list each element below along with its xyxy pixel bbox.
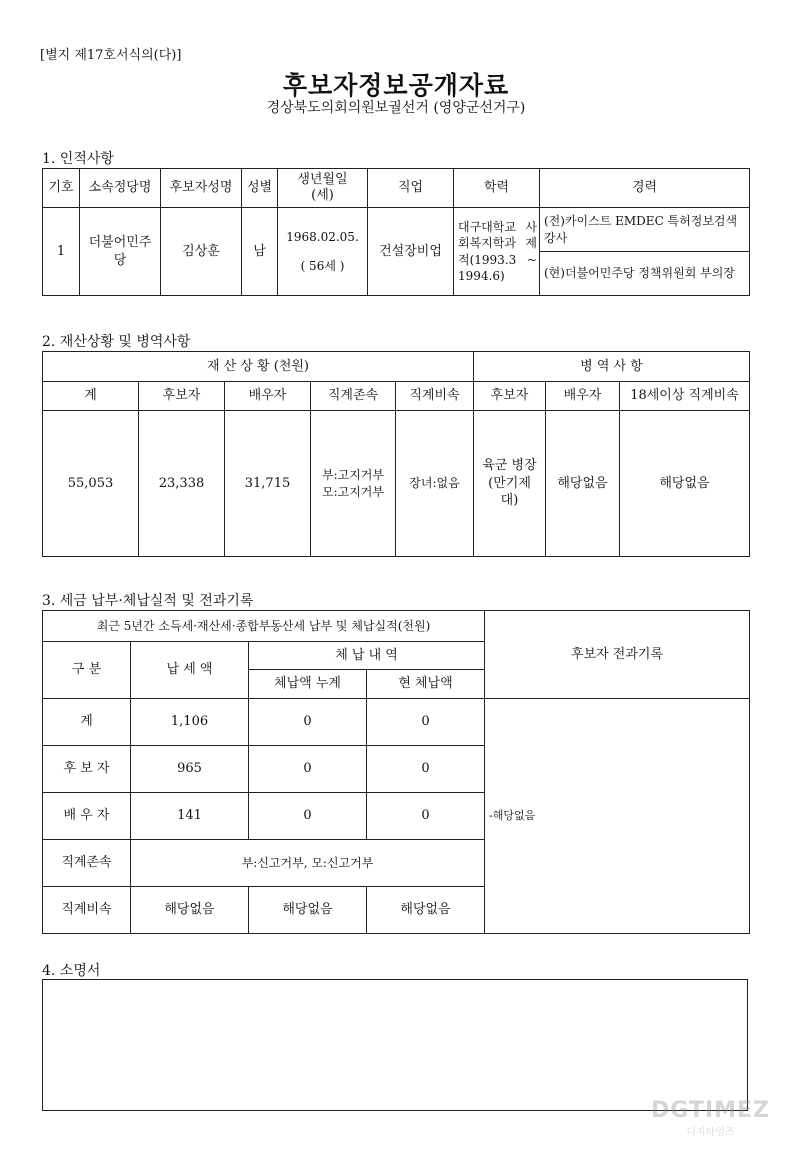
property-total: 55,053	[43, 411, 139, 557]
section1-heading: 1. 인적사항	[42, 151, 114, 167]
tax-ascendant-label: 직계존속	[43, 840, 131, 887]
watermark-brand: DGTIMEZ	[651, 1098, 770, 1123]
header-party: 소속정당명	[80, 169, 161, 208]
document-subtitle: 경상북도의회의원보궐선거 (영양군선거구)	[266, 100, 526, 116]
header-job: 직업	[368, 169, 454, 208]
candidate-age: ( 56세 )	[300, 258, 345, 273]
tax-descendant-cumulative: 해당없음	[249, 887, 367, 934]
candidate-birth: 1968.02.05.	[286, 230, 359, 245]
document-title: 후보자정보공개자료	[282, 71, 510, 100]
col-mil-spouse: 배우자	[546, 382, 620, 411]
col-arrears-current: 현 체납액	[367, 670, 485, 699]
header-education: 학력	[454, 169, 540, 208]
col-arrears: 체 납 내 역	[249, 642, 485, 670]
personal-header-row	[43, 169, 750, 208]
tax-row-current: 0	[367, 793, 485, 840]
candidate-party: 더불어민주당	[80, 208, 161, 296]
tax-descendant-current: 해당없음	[367, 887, 485, 934]
tax-descendant-paid: 해당없음	[131, 887, 249, 934]
property-military-table	[42, 351, 750, 557]
military-descendant: 해당없음	[620, 411, 750, 557]
col-mil-candidate: 후보자	[474, 382, 546, 411]
tax-header: 최근 5년간 소득세·재산세·종합부동산세 납부 및 체납실적(천원)	[43, 611, 485, 642]
tax-row-label: 배 우 자	[43, 793, 131, 840]
property-ascendant: 부:고지거부 모:고지거부	[311, 411, 396, 557]
header-gender: 성별	[242, 169, 278, 208]
statement-box	[42, 979, 748, 1111]
col-paid: 납 세 액	[131, 642, 249, 699]
career-current: (현)더불어민주당 정책위원회 부의장	[540, 252, 750, 296]
military-candidate: 육군 병장 (만기제대)	[474, 411, 546, 557]
candidate-name: 김상훈	[161, 208, 242, 296]
col-arrears-cumulative: 체납액 누계	[249, 670, 367, 699]
candidate-birth-cell	[278, 208, 368, 296]
col-ascendant: 직계존속	[311, 382, 396, 411]
tax-row-label: 후 보 자	[43, 746, 131, 793]
tax-criminal-table	[42, 610, 750, 934]
col-total: 계	[43, 382, 139, 411]
tax-row-cumulative: 0	[249, 793, 367, 840]
section2-heading: 2. 재산상황 및 병역사항	[42, 334, 191, 350]
military-spouse: 해당없음	[546, 411, 620, 557]
tax-row	[43, 699, 750, 746]
criminal-record: -해당없음	[485, 699, 750, 934]
candidate-row	[43, 208, 750, 252]
tax-row-paid: 1,106	[131, 699, 249, 746]
header-career: 경력	[540, 169, 750, 208]
career-previous: (전)카이스트 EMDEC 특허정보검색 강사	[540, 208, 750, 252]
tax-row-paid: 965	[131, 746, 249, 793]
tax-row-cumulative: 0	[249, 699, 367, 746]
col-mil-descendant: 18세이상 직계비속	[620, 382, 750, 411]
tax-row-paid: 141	[131, 793, 249, 840]
tax-ascendant-value: 부:신고거부, 모:신고거부	[131, 840, 485, 887]
personal-info-table	[42, 168, 750, 296]
property-descendant: 장녀:없음	[396, 411, 474, 557]
candidate-job: 건설장비업	[368, 208, 454, 296]
candidate-education: 대구대학교 사회복지학과 제적(1993.3 ~ 1994.6)	[454, 208, 540, 296]
tax-row-current: 0	[367, 699, 485, 746]
tax-descendant-label: 직계비속	[43, 887, 131, 934]
candidate-gender: 남	[242, 208, 278, 296]
header-birth: 생년월일 (세)	[278, 169, 368, 208]
col-spouse: 배우자	[225, 382, 311, 411]
candidate-number: 1	[43, 208, 80, 296]
tax-row-label: 계	[43, 699, 131, 746]
header-name: 후보자성명	[161, 169, 242, 208]
col-gubun: 구 분	[43, 642, 131, 699]
property-spouse: 31,715	[225, 411, 311, 557]
col-descendant: 직계비속	[396, 382, 474, 411]
tax-row-cumulative: 0	[249, 746, 367, 793]
tax-row-current: 0	[367, 746, 485, 793]
property-candidate: 23,338	[139, 411, 225, 557]
watermark-logo	[651, 1098, 770, 1138]
military-header: 병 역 사 항	[474, 352, 750, 382]
section4-heading: 4. 소명서	[42, 963, 101, 979]
property-header: 재 산 상 황 (천원)	[43, 352, 474, 382]
header-no: 기호	[43, 169, 80, 208]
section3-heading: 3. 세금 납부·체납실적 및 전과기록	[42, 593, 254, 609]
col-candidate: 후보자	[139, 382, 225, 411]
watermark-sub: 디지타임즈	[686, 1127, 735, 1138]
criminal-header: 후보자 전과기록	[485, 611, 750, 699]
form-number: [별지 제17호서식의(다)]	[40, 48, 182, 63]
